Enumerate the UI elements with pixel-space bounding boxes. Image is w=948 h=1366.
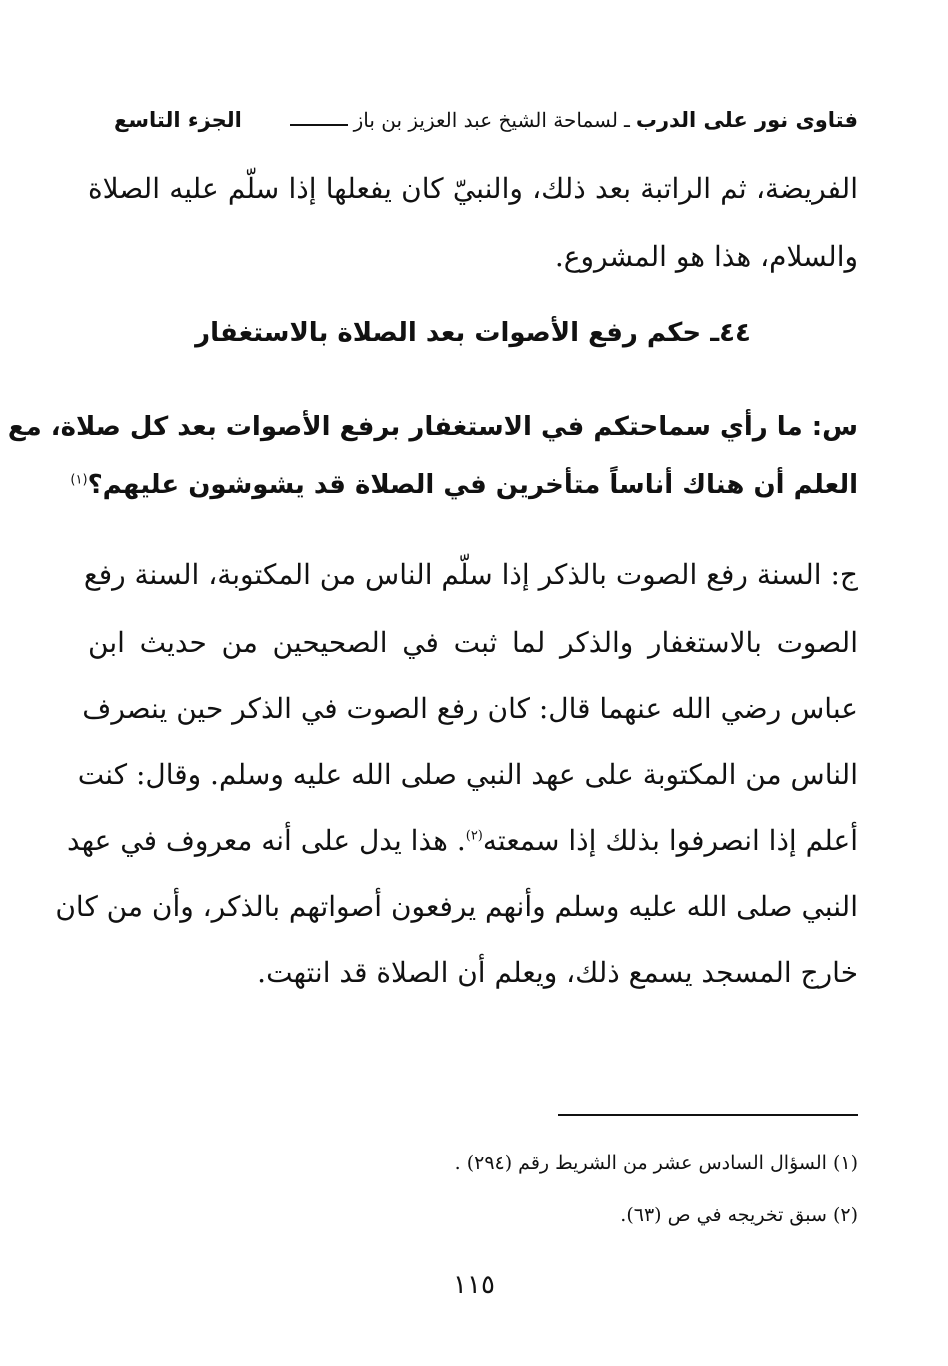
answer-line-5-start: أعلم إذا انصرفوا بذلك إذا سمعته (482, 824, 858, 857)
answer-line-5 (67, 824, 858, 857)
footnote-2: (٢) سبق تخريجه في ص (٦٣). (620, 1204, 858, 1226)
page-number: ١١٥ (453, 1270, 495, 1300)
footnote-ref-1: (١) (70, 472, 88, 488)
header-rule (290, 124, 348, 126)
header-author: لسماحة الشيخ عبد العزيز بن باز (353, 108, 618, 132)
prev-answer-line-1: الفريضة، ثم الراتبة بعد ذلك، والنبيّ كان يفعلها إذا سلّم عليه الصلاة (88, 172, 858, 205)
answer-line-6: النبي صلى الله عليه وسلم وأنهم يرفعون أصواتهم بالذكر، وأن من كان (55, 890, 858, 923)
question-line-1: س: ما رأي سماحتكم في الاستغفار برفع الأصوات بعد كل صلاة، مع (7, 412, 858, 442)
answer-line-4: الناس من المكتوبة على عهد النبي صلى الله عليه وسلم. وقال: كنت (77, 758, 858, 791)
prev-answer-line-2: والسلام، هذا هو المشروع. (554, 240, 858, 273)
answer-line-7: خارج المسجد يسمع ذلك، ويعلم أن الصلاة قد انتهت. (257, 956, 858, 989)
answer-line-5-end: . هذا يدل على أنه معروف في عهد (67, 824, 466, 857)
question-line-2-text: العلم أن هناك أناساً متأخرين في الصلاة قد يشوشون عليهم؟ (87, 470, 858, 500)
section-title: ٤٤ـ حكم رفع الأصوات بعد الصلاة بالاستغفار (195, 318, 751, 348)
answer-line-1: ج: السنة رفع الصوت بالذكر إذا سلّم الناس من المكتوبة، السنة رفع (83, 558, 858, 591)
footnote-ref-2: (٢) (465, 828, 483, 844)
header-volume: الجزء التاسع (114, 108, 242, 132)
running-header (86, 98, 858, 142)
footnote-1: (١) السؤال السادس عشر من الشريط رقم (٢٩٤) . (454, 1152, 858, 1174)
answer-line-3: عباس رضي الله عنهما قال: كان رفع الصوت في الذكر حين ينصرف (82, 692, 858, 725)
header-book-title: فتاوى نور على الدرب (635, 108, 858, 132)
question-line-2 (70, 470, 858, 500)
footnote-separator (558, 1114, 858, 1116)
header-dash: ـ (623, 108, 630, 132)
answer-line-2: الصوت بالاستغفار والذكر لما ثبت في الصحيحين من حديث ابن (88, 626, 858, 659)
